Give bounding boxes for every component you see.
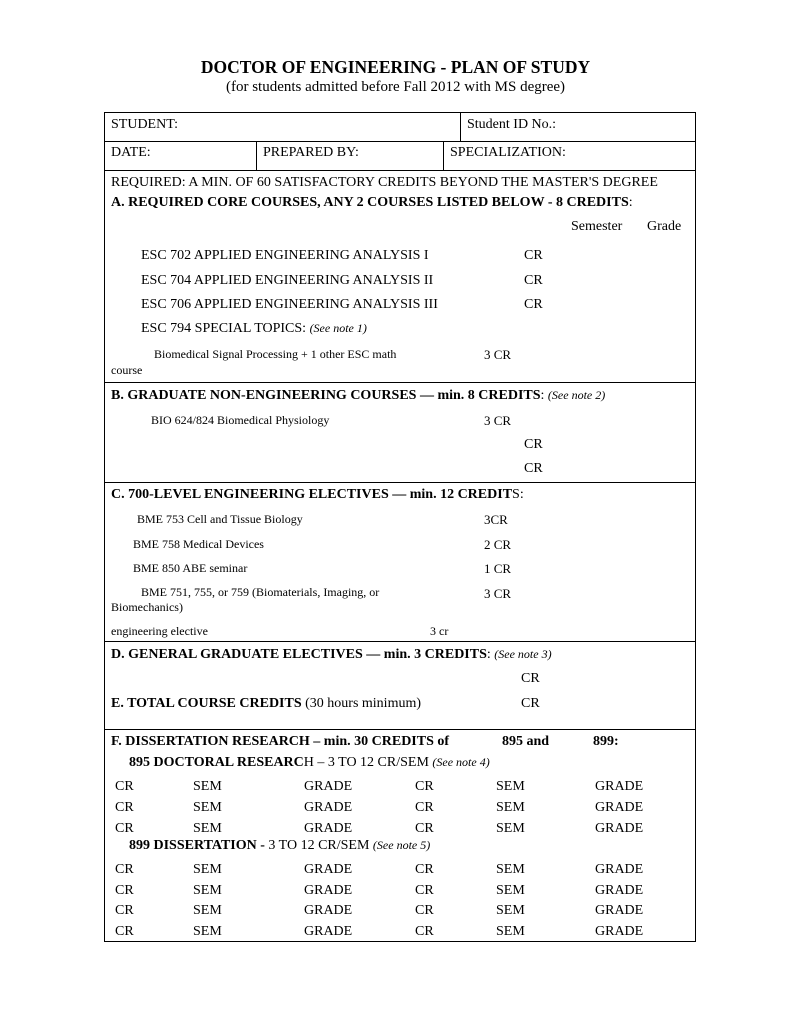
- course-name: ESC 706 APPLIED ENGINEERING ANALYSIS III: [141, 297, 438, 312]
- special-topics-label: ESC 794 SPECIAL TOPICS:: [141, 321, 310, 336]
- grid-cr: CR: [115, 800, 134, 815]
- course-credits: CR: [524, 461, 543, 476]
- section-899-heading-text: 899 DISSERTATION -: [129, 838, 269, 853]
- course-credits: 3 CR: [484, 413, 512, 428]
- divider: [104, 382, 696, 383]
- grid-sem: SEM: [193, 821, 222, 836]
- grid-cr: CR: [115, 903, 134, 918]
- grid-sem: SEM: [496, 924, 525, 939]
- grid-sem: SEM: [496, 903, 525, 918]
- grid-grade: GRADE: [595, 883, 644, 898]
- course-credits: 1 CR: [484, 561, 512, 576]
- course-credits: CR: [524, 297, 543, 312]
- divider: [104, 141, 696, 142]
- grid-grade: GRADE: [304, 924, 353, 939]
- grid-sem: SEM: [496, 883, 525, 898]
- divider: [104, 641, 696, 642]
- divider: [460, 112, 461, 141]
- grid-cr: CR: [115, 924, 134, 939]
- course-credits: 3 CR: [484, 347, 512, 362]
- prepared-by-label: PREPARED BY:: [263, 145, 359, 160]
- grid-sem: SEM: [193, 779, 222, 794]
- section-e-heading: [111, 696, 421, 712]
- course-credits: CR: [524, 273, 543, 288]
- section-899-heading: [129, 838, 430, 854]
- grade-column-header: Grade: [647, 219, 682, 234]
- divider: [104, 729, 696, 730]
- grid-cr: CR: [415, 821, 434, 836]
- grid-cr: CR: [415, 800, 434, 815]
- section-f-heading: F. DISSERTATION RESEARCH – min. 30 CREDITS of: [111, 734, 450, 749]
- table-border-bottom: [104, 941, 696, 942]
- course-name: BIO 624/824 Biomedical Physiology: [151, 413, 330, 427]
- grid-grade: GRADE: [595, 779, 644, 794]
- course-entry-continued: course: [111, 363, 143, 377]
- grid-cr: CR: [115, 862, 134, 877]
- section-b-heading-colon: :: [540, 388, 548, 403]
- total-credits: CR: [521, 696, 540, 711]
- course-name: ESC 702 APPLIED ENGINEERING ANALYSIS I: [141, 248, 429, 263]
- grid-cr: CR: [415, 924, 434, 939]
- grid-grade: GRADE: [595, 924, 644, 939]
- course-credits: CR: [524, 437, 543, 452]
- grid-cr: CR: [115, 883, 134, 898]
- table-border-right: [695, 112, 696, 941]
- specialization-label: SPECIALIZATION:: [450, 145, 566, 160]
- course-credits: 3 CR: [484, 586, 512, 601]
- section-895-heading-text: 895 DOCTORAL RESEARC: [129, 755, 304, 770]
- grid-grade: GRADE: [595, 862, 644, 877]
- student-label: STUDENT:: [111, 117, 178, 132]
- table-border-top: [104, 112, 696, 113]
- grid-cr: CR: [115, 821, 134, 836]
- divider: [256, 141, 257, 170]
- grid-cr: CR: [115, 779, 134, 794]
- grid-grade: GRADE: [595, 903, 644, 918]
- section-f-899: 899:: [593, 734, 619, 749]
- course-credits: 3CR: [484, 512, 508, 527]
- divider: [104, 170, 696, 171]
- course-name: BME 850 ABE seminar: [133, 561, 248, 575]
- grid-grade: GRADE: [595, 800, 644, 815]
- grid-sem: SEM: [193, 903, 222, 918]
- section-e-heading-text: E. TOTAL COURSE CREDITS: [111, 696, 302, 711]
- grid-sem: SEM: [496, 779, 525, 794]
- section-b-note: (See note 2): [547, 388, 606, 402]
- course-credits: 2 CR: [484, 537, 512, 552]
- course-name-continued: Biomechanics): [111, 600, 183, 614]
- divider: [443, 141, 444, 170]
- section-895-heading-rest: H – 3 TO 12 CR/SEM: [303, 755, 433, 770]
- section-d-heading-colon: :: [486, 647, 495, 662]
- course-credits: CR: [521, 671, 540, 686]
- grid-sem: SEM: [193, 800, 222, 815]
- page-title: DOCTOR OF ENGINEERING - PLAN OF STUDY: [200, 57, 591, 77]
- section-f-895: 895 and: [502, 734, 550, 749]
- section-c-heading-text: C. 700-LEVEL ENGINEERING ELECTIVES — min. 12 CREDIT: [111, 487, 513, 502]
- grid-grade: GRADE: [304, 883, 353, 898]
- grid-sem: SEM: [193, 883, 222, 898]
- grid-grade: GRADE: [304, 903, 353, 918]
- grid-grade: GRADE: [304, 862, 353, 877]
- grid-cr: CR: [415, 862, 434, 877]
- section-c-heading-rest: S:: [512, 487, 524, 502]
- section-a-heading-text: A. REQUIRED CORE COURSES, ANY 2 COURSES LISTED BELOW - 8 CREDITS: [111, 195, 629, 210]
- grid-grade: GRADE: [304, 779, 353, 794]
- semester-column-header: Semester: [571, 219, 623, 234]
- course-entry: Biomedical Signal Processing + 1 other ESC math: [154, 347, 397, 361]
- grid-sem: SEM: [496, 862, 525, 877]
- course-name: BME 753 Cell and Tissue Biology: [137, 512, 303, 526]
- special-topics-note: (See note 1): [309, 321, 367, 335]
- grid-sem: SEM: [193, 924, 222, 939]
- page-subtitle: (for students admitted before Fall 2012 with MS degree): [225, 79, 566, 95]
- section-895-note: (See note 4): [432, 755, 490, 769]
- course-credits: CR: [524, 248, 543, 263]
- date-label: DATE:: [111, 145, 151, 160]
- section-c-heading: [111, 487, 524, 503]
- required-note: REQUIRED: A MIN. OF 60 SATISFACTORY CREDITS BEYOND THE MASTER'S DEGREE: [111, 175, 658, 190]
- section-895-heading: [129, 755, 490, 771]
- grid-cr: CR: [415, 883, 434, 898]
- course-name: BME 758 Medical Devices: [133, 537, 264, 551]
- grid-cr: CR: [415, 779, 434, 794]
- divider: [104, 482, 696, 483]
- section-b-heading-text: B. GRADUATE NON-ENGINEERING COURSES — min. 8 CREDITS: [111, 388, 541, 403]
- section-899-heading-rest: 3 TO 12 CR/SEM: [268, 838, 373, 853]
- grid-grade: GRADE: [595, 821, 644, 836]
- grid-grade: GRADE: [304, 821, 353, 836]
- section-d-heading: [111, 647, 552, 663]
- section-d-heading-text: D. GENERAL GRADUATE ELECTIVES — min. 3 CREDITS: [111, 647, 487, 662]
- grid-cr: CR: [415, 903, 434, 918]
- student-id-label: Student ID No.:: [467, 117, 557, 132]
- grid-sem: SEM: [496, 800, 525, 815]
- special-topics-row: [141, 321, 367, 337]
- section-d-note: (See note 3): [494, 647, 552, 661]
- section-b-heading: [111, 388, 605, 404]
- section-a-heading: [111, 195, 633, 211]
- course-name: engineering elective: [111, 624, 208, 638]
- section-a-heading-colon: :: [628, 195, 633, 210]
- course-name: BME 751, 755, or 759 (Biomaterials, Imaging, or: [141, 585, 380, 599]
- grid-sem: SEM: [193, 862, 222, 877]
- section-899-note: (See note 5): [372, 838, 431, 852]
- course-credits: 3 cr: [430, 624, 449, 638]
- table-border-left: [104, 112, 105, 941]
- grid-sem: SEM: [496, 821, 525, 836]
- grid-grade: GRADE: [304, 800, 353, 815]
- section-e-heading-rest: (30 hours minimum): [301, 696, 422, 711]
- course-name: ESC 704 APPLIED ENGINEERING ANALYSIS II: [141, 273, 434, 288]
